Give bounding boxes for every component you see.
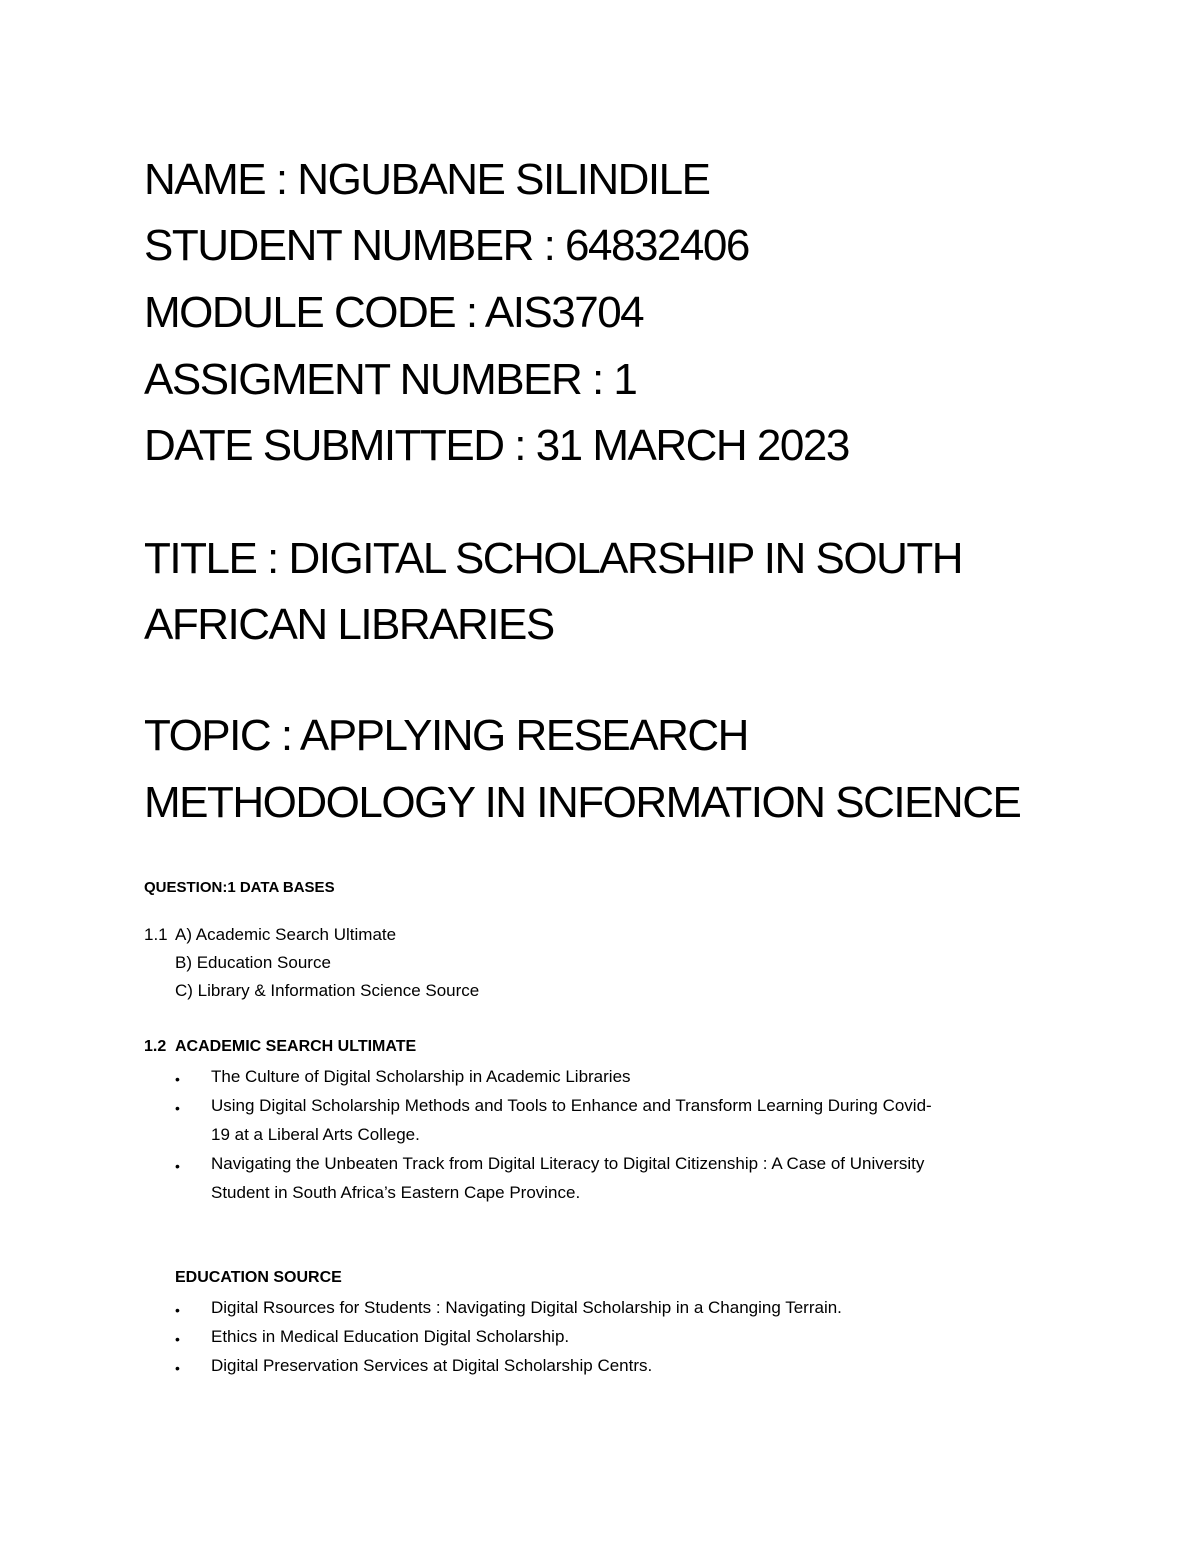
bullet-icon: •	[175, 1302, 180, 1318]
asu-article-2-line-2: 19 at a Liberal Arts College.	[211, 1125, 420, 1144]
name-line: NAME : NGUBANE SILINDILE	[144, 155, 710, 204]
topic-line-1: TOPIC : APPLYING RESEARCH	[144, 711, 748, 760]
question-1-heading: QUESTION:1 DATA BASES	[144, 879, 335, 896]
es-article-3: Digital Preservation Services at Digital Scholarship Centrs.	[211, 1356, 653, 1375]
title-line-1: TITLE : DIGITAL SCHOLARSHIP IN SOUTH	[144, 534, 963, 583]
database-item-c: C) Library & Information Science Source	[175, 981, 480, 1000]
database-item-b: B) Education Source	[175, 953, 331, 972]
topic-line-2: METHODOLOGY IN INFORMATION SCIENCE	[144, 778, 1021, 827]
asu-article-3-line-1: Navigating the Unbeaten Track from Digital Literacy to Digital Citizenship : A Case of University	[211, 1154, 925, 1173]
assignment-number-line: ASSIGMENT NUMBER : 1	[144, 355, 637, 404]
es-article-2: Ethics in Medical Education Digital Scholarship.	[211, 1327, 570, 1346]
title-line-2: AFRICAN LIBRARIES	[144, 600, 554, 649]
es-article-1: Digital Rsources for Students : Navigating Digital Scholarship in a Changing Terrain.	[211, 1298, 842, 1317]
bullet-icon: •	[175, 1331, 180, 1347]
bullet-icon: •	[175, 1360, 180, 1376]
section-1-2-number: 1.2	[144, 1038, 167, 1055]
student-number-line: STUDENT NUMBER : 64832406	[144, 221, 749, 270]
section-1-2-heading: ACADEMIC SEARCH ULTIMATE	[175, 1038, 417, 1055]
database-item-a: A) Academic Search Ultimate	[175, 925, 397, 944]
asu-article-3-line-2: Student in South Africa’s Eastern Cape Province.	[211, 1183, 581, 1202]
bullet-icon: •	[175, 1071, 180, 1087]
asu-article-2-line-1: Using Digital Scholarship Methods and Tools to Enhance and Transform Learning During Covid-	[211, 1096, 932, 1115]
education-source-heading: EDUCATION SOURCE	[175, 1269, 342, 1286]
date-submitted-line: DATE SUBMITTED : 31 MARCH 2023	[144, 421, 849, 470]
section-1-1-number: 1.1	[144, 925, 168, 944]
bullet-icon: •	[175, 1158, 180, 1174]
asu-article-1: The Culture of Digital Scholarship in Academic Libraries	[211, 1067, 631, 1086]
module-code-line: MODULE CODE : AIS3704	[144, 288, 644, 337]
bullet-icon: •	[175, 1100, 180, 1116]
